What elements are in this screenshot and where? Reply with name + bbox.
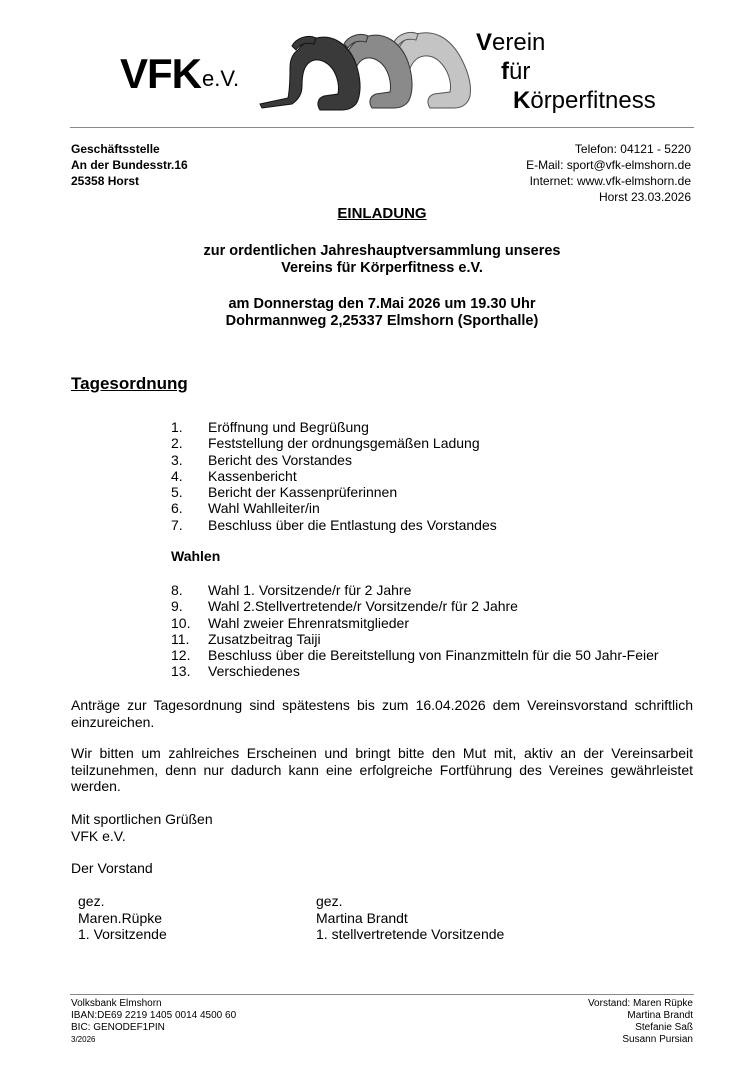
appeal-paragraph: Wir bitten um zahlreiches Erscheinen und bringt bitte den Mut mit, aktiv an der Vereinsarbeit teilzunehmen, denn nur dadurch kann eine erfolgreiche Fortführung des Vereines gewährleistet werden. (71, 745, 693, 794)
list-item: 2. Feststellung der ordnungsgemäßen Ladung (171, 435, 480, 452)
list-item: 6. Wahl Wahlleiter/in (171, 500, 320, 517)
agenda-list (171, 419, 497, 533)
signatory-role: 1. stellvertretende Vorsitzende (316, 926, 505, 942)
list-item: 1. Eröffnung und Begrüßung (171, 419, 369, 435)
club-slogan: Verein für Körperfitness (476, 29, 656, 114)
elections-list (171, 582, 659, 680)
signatory-name: Maren.Rüpke (78, 909, 163, 926)
footer-divider (70, 994, 694, 995)
office-label: Geschäftsstelle (71, 142, 160, 156)
place-date: Horst 23.03.2026 (598, 190, 691, 204)
elections-heading: Wahlen (171, 548, 221, 564)
closing-greeting: Mit sportlichen Grüßen VFK e.V. (71, 811, 213, 844)
footer-bank-details: Volksbank Elmshorn IBAN:DE69 2219 1405 0014 4500 60 BIC: GENODEF1PIN 3/2026 (71, 998, 237, 1044)
event-details (0, 296, 755, 330)
office-city: 25358 Horst (71, 174, 140, 188)
list-item: 11. Zusatzbeitrag Taiji (171, 630, 321, 647)
list-item: 12. Beschluss über die Bereitstellung von Finanzmitteln für die 50 Jahr-Feier (171, 647, 659, 664)
contact-web: Internet: www.vfk-elmshorn.de (529, 174, 691, 188)
contact-email: E-Mail: sport@vfk-elmshorn.de (526, 158, 691, 172)
list-item: 13. Verschiedenes (171, 663, 300, 680)
header-divider (70, 127, 694, 128)
footer-board-members: Vorstand: Maren Rüpke Martina Brandt Stefanie Saß Susann Pursian (587, 998, 693, 1045)
event-when: am Donnerstag den 7.Mai 2026 um 19.30 Uhr (228, 296, 536, 312)
list-item: 3. Bericht des Vorstandes (171, 451, 352, 468)
contact-phone: Telefon: 04121 - 5220 (574, 142, 691, 156)
dancers-silhouette-icon (258, 26, 488, 114)
board-signoff: Der Vorstand (71, 860, 153, 876)
signature-block: gez. Maren.Rüpke 1. Vorsitzende (78, 893, 167, 942)
list-item: 7. Beschluss über die Entlastung des Vorstandes (171, 516, 497, 533)
document-subtitle: zur ordentlichen Jahreshauptversammlung unseres Vereins für Körperfitness e.V. (203, 243, 561, 276)
agenda-heading: Tagesordnung (71, 374, 188, 393)
list-item: 10. Wahl zweier Ehrenratsmitglieder (171, 614, 409, 631)
signature-block: gez. Martina Brandt 1. stellvertretende Vorsitzende (316, 893, 505, 942)
contact-info (526, 141, 691, 189)
brand-suffix: e.V. (202, 66, 240, 91)
office-address (71, 141, 188, 189)
signatory-name: Martina Brandt (316, 909, 408, 926)
event-where: Dohrmannweg 2,25337 Elmshorn (Sporthalle) (225, 313, 539, 329)
motions-deadline-paragraph: Anträge zur Tagesordnung sind spätestens bis zum 16.04.2026 dem Vereinsvorstand schriftlich einzureichen. (71, 697, 693, 730)
list-item: 4. Kassenbericht (171, 467, 297, 484)
signatory-role: 1. Vorsitzende (78, 926, 167, 942)
list-item: 9. Wahl 2.Stellvertretende/r Vorsitzende/r für 2 Jahre (171, 598, 518, 615)
office-street: An der Bundesstr.16 (71, 158, 188, 172)
document-title: EINLADUNG (337, 205, 427, 222)
brand-name: VFK (120, 50, 201, 97)
document-version: 3/2026 (71, 1035, 96, 1044)
list-item: 5. Bericht der Kassenprüferinnen (171, 484, 398, 501)
list-item: 8. Wahl 1. Vorsitzende/r für 2 Jahre (171, 582, 412, 598)
